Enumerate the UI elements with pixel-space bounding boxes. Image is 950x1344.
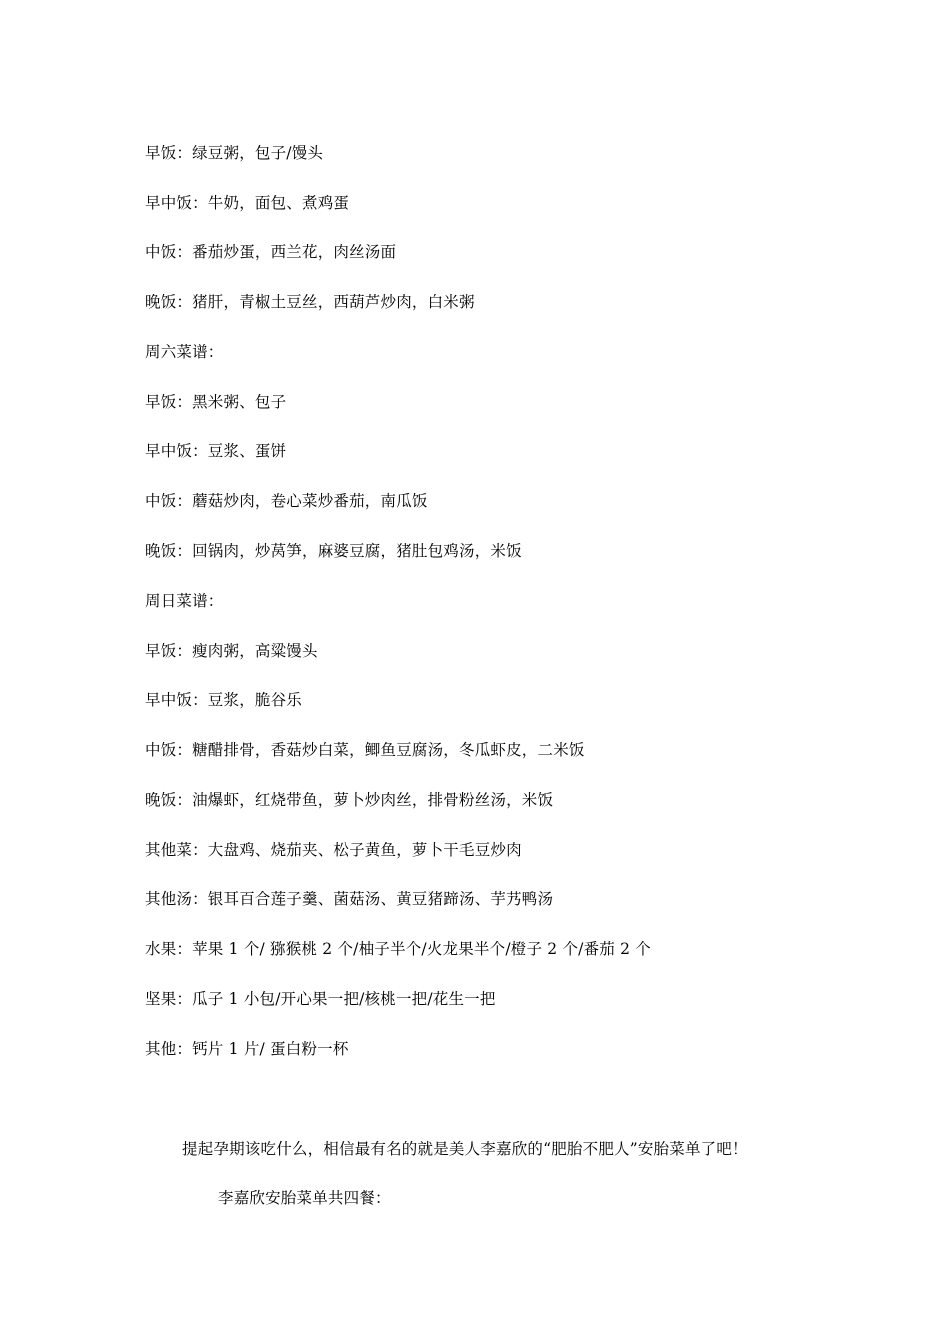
menu-subheading: 李嘉欣安胎菜单共四餐： (218, 1189, 391, 1207)
menu-line-brunch: 早中饭：牛奶，面包、煮鸡蛋 (145, 194, 350, 212)
saturday-brunch: 早中饭：豆浆、蛋饼 (145, 442, 287, 460)
fruits-line: 水果：苹果 1 个/ 猕猴桃 2 个/柚子半个/火龙果半个/橙子 2 个/番茄 2 个 (145, 940, 652, 958)
menu-line-dinner: 晚饭：猪肝，青椒土豆丝，西葫芦炒肉，白米粥 (145, 293, 475, 311)
other-soups: 其他汤：银耳百合莲子羹、菌菇汤、黄豆猪蹄汤、芋艿鸭汤 (145, 890, 554, 908)
intro-paragraph: 提起孕期该吃什么，相信最有名的就是美人李嘉欣的“肥胎不肥人”安胎菜单了吧！ (182, 1140, 748, 1158)
sunday-breakfast: 早饭：瘦肉粥，高粱馒头 (145, 642, 318, 660)
saturday-breakfast: 早饭：黑米粥、包子 (145, 393, 287, 411)
sunday-lunch: 中饭：糖醋排骨，香菇炒白菜，鲫鱼豆腐汤，冬瓜虾皮，二米饭 (145, 741, 585, 759)
saturday-heading: 周六菜谱： (145, 343, 224, 361)
saturday-dinner: 晚饭：回锅肉，炒莴笋，麻婆豆腐，猪肚包鸡汤，米饭 (145, 542, 522, 560)
sunday-brunch: 早中饭：豆浆，脆谷乐 (145, 691, 303, 709)
sunday-dinner: 晚饭：油爆虾，红烧带鱼，萝卜炒肉丝，排骨粉丝汤，米饭 (145, 791, 554, 809)
menu-line-lunch: 中饭：番茄炒蛋，西兰花，肉丝汤面 (145, 243, 397, 261)
nuts-line: 坚果：瓜子 1 小包/开心果一把/核桃一把/花生一把 (145, 990, 496, 1008)
saturday-lunch: 中饭：蘑菇炒肉，卷心菜炒番茄，南瓜饭 (145, 492, 428, 510)
sunday-heading: 周日菜谱： (145, 592, 224, 610)
other-dishes: 其他菜：大盘鸡、烧茄夹、松子黄鱼，萝卜干毛豆炒肉 (145, 841, 522, 859)
supplements-line: 其他：钙片 1 片/ 蛋白粉一杯 (145, 1040, 349, 1058)
menu-line-breakfast: 早饭：绿豆粥，包子/馒头 (145, 144, 324, 162)
